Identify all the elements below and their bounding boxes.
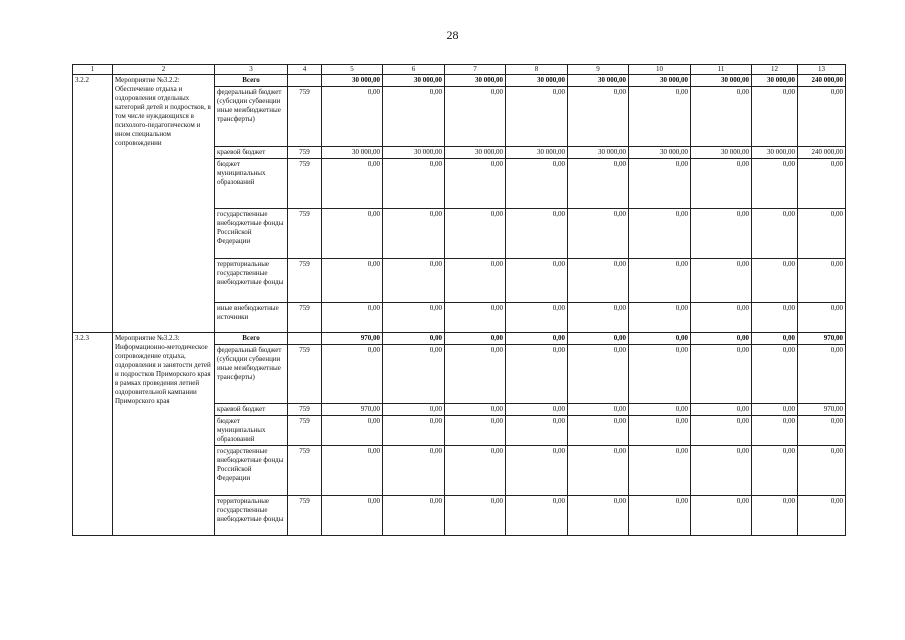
amount-cell: 30 000,00 bbox=[506, 147, 568, 159]
amount-cell: 0,00 bbox=[798, 446, 846, 496]
amount-cell: 0,00 bbox=[691, 446, 752, 496]
amount-cell: 0,00 bbox=[322, 446, 383, 496]
funding-source: иные внебюджетные источники bbox=[215, 303, 288, 333]
amount-cell: 0,00 bbox=[691, 416, 752, 446]
amount-cell: 0,00 bbox=[752, 87, 798, 147]
amount-cell: 0,00 bbox=[568, 259, 629, 303]
column-number: 9 bbox=[568, 65, 629, 75]
amount-cell: 0,00 bbox=[568, 333, 629, 345]
amount-cell: 30 000,00 bbox=[506, 75, 568, 87]
amount-cell: 30 000,00 bbox=[383, 147, 445, 159]
amount-cell: 30 000,00 bbox=[752, 75, 798, 87]
amount-cell: 0,00 bbox=[568, 87, 629, 147]
amount-cell: 0,00 bbox=[752, 333, 798, 345]
amount-cell: 0,00 bbox=[752, 416, 798, 446]
amount-cell: 0,00 bbox=[798, 87, 846, 147]
amount-cell: 0,00 bbox=[568, 345, 629, 404]
amount-cell: 30 000,00 bbox=[322, 147, 383, 159]
amount-cell: 0,00 bbox=[383, 333, 445, 345]
column-number-row bbox=[73, 65, 846, 75]
amount-cell: 0,00 bbox=[322, 159, 383, 209]
amount-cell: 240 000,00 bbox=[798, 147, 846, 159]
amount-cell: 0,00 bbox=[691, 496, 752, 536]
amount-cell: 30 000,00 bbox=[752, 147, 798, 159]
amount-cell: 0,00 bbox=[506, 159, 568, 209]
measure-name: Мероприятие №3.2.2: Обеспечение отдыха и оздоровления отдельных категорий детей и подростков, в том числе нуждающихся в психолого-педагогическом и ином специальном сопровождении bbox=[113, 75, 215, 333]
budget-code: 759 bbox=[288, 446, 322, 496]
funding-source: бюджет муниципальных образований bbox=[215, 159, 288, 209]
amount-cell: 0,00 bbox=[691, 159, 752, 209]
amount-cell: 0,00 bbox=[691, 87, 752, 147]
amount-cell: 0,00 bbox=[445, 446, 506, 496]
amount-cell: 0,00 bbox=[629, 159, 691, 209]
amount-cell: 0,00 bbox=[445, 87, 506, 147]
amount-cell: 0,00 bbox=[629, 345, 691, 404]
amount-cell: 0,00 bbox=[383, 209, 445, 259]
amount-cell: 0,00 bbox=[506, 416, 568, 446]
amount-cell: 0,00 bbox=[383, 87, 445, 147]
amount-cell: 0,00 bbox=[445, 496, 506, 536]
amount-cell: 30 000,00 bbox=[568, 147, 629, 159]
budget-code: 759 bbox=[288, 496, 322, 536]
amount-cell: 0,00 bbox=[506, 496, 568, 536]
column-number: 7 bbox=[445, 65, 506, 75]
amount-cell: 0,00 bbox=[322, 303, 383, 333]
measure-id: 3.2.2 bbox=[73, 75, 113, 333]
funding-source: краевой бюджет bbox=[215, 404, 288, 416]
amount-cell: 0,00 bbox=[629, 404, 691, 416]
column-number: 3 bbox=[215, 65, 288, 75]
budget-code: 759 bbox=[288, 87, 322, 147]
amount-cell: 30 000,00 bbox=[445, 75, 506, 87]
amount-cell: 0,00 bbox=[506, 333, 568, 345]
amount-cell: 970,00 bbox=[798, 404, 846, 416]
amount-cell: 240 000,00 bbox=[798, 75, 846, 87]
amount-cell: 30 000,00 bbox=[445, 147, 506, 159]
amount-cell: 0,00 bbox=[798, 209, 846, 259]
amount-cell: 0,00 bbox=[322, 416, 383, 446]
page-number: 28 bbox=[446, 28, 459, 42]
amount-cell: 0,00 bbox=[445, 404, 506, 416]
amount-cell: 0,00 bbox=[752, 446, 798, 496]
amount-cell: 0,00 bbox=[506, 209, 568, 259]
amount-cell: 0,00 bbox=[322, 87, 383, 147]
budget-code: 759 bbox=[288, 259, 322, 303]
amount-cell: 30 000,00 bbox=[383, 75, 445, 87]
measure-name: Мероприятие №3.2.3: Информационно-методическое сопровождение отдыха, оздоровления и занятости детей и подростков Приморского края в рамках проведения летней оздоровительной кампании Приморского края bbox=[113, 333, 215, 536]
amount-cell: 0,00 bbox=[322, 496, 383, 536]
amount-cell: 0,00 bbox=[445, 345, 506, 404]
amount-cell: 30 000,00 bbox=[629, 147, 691, 159]
amount-cell: 0,00 bbox=[383, 446, 445, 496]
amount-cell: 0,00 bbox=[445, 259, 506, 303]
amount-cell: 0,00 bbox=[568, 496, 629, 536]
amount-cell: 0,00 bbox=[798, 496, 846, 536]
table-row bbox=[73, 333, 846, 345]
funding-source: Всего bbox=[215, 333, 288, 345]
amount-cell: 30 000,00 bbox=[691, 75, 752, 87]
amount-cell: 0,00 bbox=[798, 259, 846, 303]
funding-source: Всего bbox=[215, 75, 288, 87]
amount-cell: 0,00 bbox=[798, 416, 846, 446]
budget-table bbox=[72, 64, 846, 536]
amount-cell: 0,00 bbox=[506, 87, 568, 147]
funding-source: территориальные государственные внебюджетные фонды bbox=[215, 496, 288, 536]
amount-cell: 0,00 bbox=[798, 345, 846, 404]
amount-cell: 30 000,00 bbox=[322, 75, 383, 87]
amount-cell: 30 000,00 bbox=[629, 75, 691, 87]
amount-cell: 0,00 bbox=[691, 345, 752, 404]
budget-code bbox=[288, 333, 322, 345]
amount-cell: 0,00 bbox=[506, 303, 568, 333]
amount-cell: 0,00 bbox=[691, 333, 752, 345]
amount-cell: 0,00 bbox=[798, 303, 846, 333]
budget-code: 759 bbox=[288, 209, 322, 259]
amount-cell: 0,00 bbox=[691, 303, 752, 333]
amount-cell: 0,00 bbox=[506, 259, 568, 303]
amount-cell: 970,00 bbox=[798, 333, 846, 345]
amount-cell: 0,00 bbox=[568, 404, 629, 416]
amount-cell: 970,00 bbox=[322, 333, 383, 345]
budget-code: 759 bbox=[288, 404, 322, 416]
budget-table-body bbox=[73, 65, 846, 536]
amount-cell: 0,00 bbox=[691, 259, 752, 303]
funding-source: государственные внебюджетные фонды Российской Федерации bbox=[215, 209, 288, 259]
amount-cell: 0,00 bbox=[568, 303, 629, 333]
amount-cell: 0,00 bbox=[629, 259, 691, 303]
amount-cell: 0,00 bbox=[383, 404, 445, 416]
column-number: 12 bbox=[752, 65, 798, 75]
amount-cell: 0,00 bbox=[691, 209, 752, 259]
amount-cell: 0,00 bbox=[445, 416, 506, 446]
amount-cell: 30 000,00 bbox=[568, 75, 629, 87]
column-number: 4 bbox=[288, 65, 322, 75]
amount-cell: 30 000,00 bbox=[691, 147, 752, 159]
budget-code: 759 bbox=[288, 159, 322, 209]
amount-cell: 0,00 bbox=[568, 209, 629, 259]
amount-cell: 0,00 bbox=[445, 303, 506, 333]
amount-cell: 0,00 bbox=[383, 496, 445, 536]
amount-cell: 0,00 bbox=[506, 345, 568, 404]
amount-cell: 0,00 bbox=[322, 259, 383, 303]
amount-cell: 0,00 bbox=[322, 345, 383, 404]
funding-source: федеральный бюджет (субсидии субвенции иные межбюджетные трансферты) bbox=[215, 345, 288, 404]
amount-cell: 0,00 bbox=[506, 404, 568, 416]
amount-cell: 0,00 bbox=[798, 159, 846, 209]
amount-cell: 0,00 bbox=[691, 404, 752, 416]
column-number: 1 bbox=[73, 65, 113, 75]
amount-cell: 0,00 bbox=[752, 345, 798, 404]
budget-code: 759 bbox=[288, 147, 322, 159]
budget-code: 759 bbox=[288, 416, 322, 446]
budget-code: 759 bbox=[288, 345, 322, 404]
column-number: 6 bbox=[383, 65, 445, 75]
funding-source: территориальные государственные внебюджетные фонды bbox=[215, 259, 288, 303]
amount-cell: 0,00 bbox=[752, 404, 798, 416]
amount-cell: 0,00 bbox=[752, 259, 798, 303]
amount-cell: 0,00 bbox=[629, 333, 691, 345]
amount-cell: 0,00 bbox=[445, 159, 506, 209]
funding-source: краевой бюджет bbox=[215, 147, 288, 159]
amount-cell: 0,00 bbox=[445, 333, 506, 345]
amount-cell: 0,00 bbox=[752, 209, 798, 259]
amount-cell: 0,00 bbox=[506, 446, 568, 496]
column-number: 8 bbox=[506, 65, 568, 75]
budget-code bbox=[288, 75, 322, 87]
table-row bbox=[73, 75, 846, 87]
column-number: 2 bbox=[113, 65, 215, 75]
amount-cell: 0,00 bbox=[752, 303, 798, 333]
amount-cell: 0,00 bbox=[752, 159, 798, 209]
amount-cell: 0,00 bbox=[568, 416, 629, 446]
amount-cell: 0,00 bbox=[568, 159, 629, 209]
amount-cell: 0,00 bbox=[629, 303, 691, 333]
column-number: 5 bbox=[322, 65, 383, 75]
amount-cell: 970,00 bbox=[322, 404, 383, 416]
column-number: 10 bbox=[629, 65, 691, 75]
amount-cell: 0,00 bbox=[629, 87, 691, 147]
amount-cell: 0,00 bbox=[629, 446, 691, 496]
amount-cell: 0,00 bbox=[383, 416, 445, 446]
funding-source: бюджет муниципальных образований bbox=[215, 416, 288, 446]
funding-source: государственные внебюджетные фонды Российской Федерации bbox=[215, 446, 288, 496]
amount-cell: 0,00 bbox=[383, 345, 445, 404]
measure-id: 3.2.3 bbox=[73, 333, 113, 536]
amount-cell: 0,00 bbox=[383, 259, 445, 303]
budget-code: 759 bbox=[288, 303, 322, 333]
funding-source: федеральный бюджет (субсидии субвенции иные межбюджетные трансферты) bbox=[215, 87, 288, 147]
amount-cell: 0,00 bbox=[752, 496, 798, 536]
amount-cell: 0,00 bbox=[629, 496, 691, 536]
amount-cell: 0,00 bbox=[383, 303, 445, 333]
column-number: 13 bbox=[798, 65, 846, 75]
amount-cell: 0,00 bbox=[445, 209, 506, 259]
amount-cell: 0,00 bbox=[322, 209, 383, 259]
column-number: 11 bbox=[691, 65, 752, 75]
amount-cell: 0,00 bbox=[568, 446, 629, 496]
amount-cell: 0,00 bbox=[629, 416, 691, 446]
amount-cell: 0,00 bbox=[629, 209, 691, 259]
amount-cell: 0,00 bbox=[383, 159, 445, 209]
